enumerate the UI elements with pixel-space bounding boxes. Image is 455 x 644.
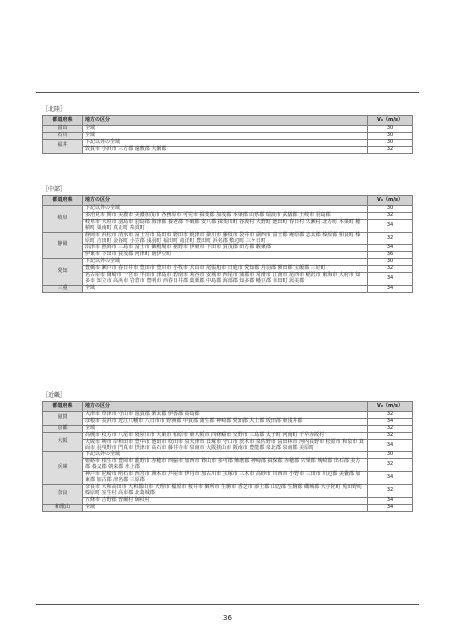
vo-cell: 32 xyxy=(368,484,413,497)
section-title-chubu: ［中部］ xyxy=(42,186,67,193)
table-row xyxy=(43,504,413,511)
area-cell: 全域 xyxy=(83,126,368,133)
section-title-kinki: ［近畿］ xyxy=(42,392,67,399)
table-chubu xyxy=(42,195,413,293)
table-row xyxy=(43,497,413,504)
table-row xyxy=(43,459,413,472)
vo-cell: 30 xyxy=(368,206,413,213)
top-rule xyxy=(36,92,419,93)
prefecture-cell: 滋賀 xyxy=(43,412,83,426)
vo-cell: 34 xyxy=(368,439,413,452)
vo-cell: 30 xyxy=(368,132,413,139)
area-cell: 多治見市 関市 美濃市 美濃加茂市 各務原市 可児市 揖斐郡 加茂郡 本巣郡 山県郡 瑞浪市 武儀郡 土岐市 羽島郡 xyxy=(83,212,368,219)
prefecture-cell: 京都 xyxy=(43,425,83,432)
table-row xyxy=(43,418,413,425)
area-cell: 豊橋市 瀬戸市 春日井市 豊田市 豊川市 小牧市 犬山市 尾張旭市 日進市 愛知郡 丹羽郡 額田郡 宝飯郡 三好町 xyxy=(83,266,368,273)
header-vo: V₀（m/s） xyxy=(368,116,413,126)
header-area: 地方の区分 xyxy=(83,196,368,206)
vo-cell: 34 xyxy=(368,418,413,425)
area-cell: 奈良市 大和高田市 大和郡山市 天理市 橿原市 桜井市 御所市 生駒市 香芝市 添上郡 山辺郡 生駒郡 磯城郡 大宇陀町 菟田野町 榛原町 室生村 高市郡 北葛城郡 xyxy=(83,484,368,497)
table-row xyxy=(43,126,413,133)
prefecture-cell: 兵庫 xyxy=(43,452,83,485)
vo-cell: 30 xyxy=(368,139,413,146)
vo-cell: 34 xyxy=(368,504,413,511)
area-cell: 五條市 吉野郡 曽爾村 御杖村 xyxy=(83,497,368,504)
area-cell: 全域 xyxy=(83,425,368,432)
prefecture-cell: 富山 xyxy=(43,126,83,133)
table-row xyxy=(43,472,413,485)
area-cell: 下記以外の全域 xyxy=(83,452,368,459)
area-cell: 全域 xyxy=(83,504,368,511)
vo-cell: 32 xyxy=(368,146,413,153)
vo-cell: 34 xyxy=(368,219,413,232)
area-cell: 大阪市 堺市 岸和田市 豊中市 池田市 吹田市 泉大津市 貝塚市 守口市 茨木市 泉佐野市 富田林市 河内長野市 松原市 和泉市 箕面市 羽曳野市 門真市 摂津市 高石市 藤井寺市 泉南市 大阪狭山市 阪南市 豊能郡 泉北郡 泉南郡 美原町 xyxy=(83,439,368,452)
prefecture-cell: 福井 xyxy=(43,139,83,153)
bottom-rule xyxy=(36,604,419,605)
area-cell: 敦賀市 小浜市 三方郡 遠敷郡 大飯郡 xyxy=(83,146,368,153)
area-cell: 姫路市 相生市 豊岡市 龍野市 赤穂市 西脇市 加西市 篠山市 多可郡 飾磨郡 神崎郡 揖保郡 赤穂郡 宍粟郡 城崎郡 出石郡 美方郡 養父郡 朝来郡 氷上郡 xyxy=(83,459,368,472)
prefecture-cell: 奈良 xyxy=(43,484,83,504)
vo-cell: 32 xyxy=(368,459,413,472)
area-cell: 全域 xyxy=(83,132,368,139)
vo-cell: 34 xyxy=(368,245,413,252)
section-title-hokuriku: ［北陸］ xyxy=(42,106,67,113)
area-cell: 伊東市 下田市 賀茂郡 河津町 南伊豆町 xyxy=(83,252,368,259)
area-cell: 高槻市 枚方市 八尾市 寝屋川市 大東市 柏原市 東大阪市 四條畷市 交野市 三島郡 太子町 河南町 千早赤阪村 xyxy=(83,432,368,439)
table-header-row xyxy=(43,402,413,412)
vo-cell: 34 xyxy=(368,285,413,292)
table-row xyxy=(43,219,413,232)
area-cell: 下記以外の全域 xyxy=(83,259,368,266)
prefecture-cell: 岐阜 xyxy=(43,206,83,233)
area-cell: 彦根市 長浜市 近江八幡市 八日市市 野洲郡 甲賀郡 蒲生郡 神崎郡 愛知郡 犬上郡 坂田郡 東浅井郡 xyxy=(83,418,368,425)
vo-cell: 30 xyxy=(368,452,413,459)
vo-cell: 34 xyxy=(368,472,413,485)
header-prefecture: 都道府県 xyxy=(43,116,83,126)
area-cell: 全域 xyxy=(83,285,368,292)
vo-cell: 34 xyxy=(368,497,413,504)
table-row xyxy=(43,484,413,497)
vo-cell: 32 xyxy=(368,432,413,439)
area-cell: 神戸市 尼崎市 明石市 西宮市 洲本市 芦屋市 伊丹市 加古川市 宝塚市 三木市 高砂市 川西市 小野市 三田市 川辺郡 美嚢郡 加東郡 加古郡 津名郡 三原郡 xyxy=(83,472,368,485)
table-header-row xyxy=(43,196,413,206)
header-area: 地方の区分 xyxy=(83,116,368,126)
area-cell: 名古屋市 岡崎市 一宮市 半田市 津島市 碧南市 刈谷市 安城市 西尾市 蒲郡市 常滑市 江南市 尾西市 稲沢市 東海市 大府市 知多市 知立市 高浜市 岩倉市 豊明市 西春日井郡 葉栗郡 中島郡 海部郡 知多郡 幡豆郡 幸田町 渥美郡 xyxy=(83,273,368,286)
table-row xyxy=(43,285,413,292)
prefecture-cell: 和歌山 xyxy=(43,504,83,511)
prefecture-cell: 静岡 xyxy=(43,232,83,259)
vo-cell: 30 xyxy=(368,126,413,133)
page-number: 36 xyxy=(223,614,232,622)
table-header-row xyxy=(43,116,413,126)
area-cell: 静岡市 浜松市 清水市 富士宮市 島田市 磐田市 焼津市 掛川市 藤枝市 袋井市 湖西市 富士郡 庵原郡 志太郡 榛原郡 相良町 榛原町 吉田町 金谷町 小笠郡 浅羽町 福田町 竜洋町 豊田町 浜名郡 敷辺町 三ケ日町 xyxy=(83,232,368,245)
vo-cell: 32 xyxy=(368,232,413,245)
header-vo: V₀（m/s） xyxy=(368,196,413,206)
table-row xyxy=(43,273,413,286)
table-kinki xyxy=(42,401,413,512)
vo-cell: 34 xyxy=(368,273,413,286)
header-prefecture: 都道府県 xyxy=(43,196,83,206)
area-cell: 岐阜市 大垣市 羽島市 羽島郡 海津郡 養老郡 不破郡 安八郡 揖斐川町 谷汲村 大野町 池田町 春日村 久瀬村 北方町 本巣町 穂積町 巣南町 真正町 糸貫町 xyxy=(83,219,368,232)
header-area: 地方の区分 xyxy=(83,402,368,412)
prefecture-cell: 石川 xyxy=(43,132,83,139)
vo-cell: 32 xyxy=(368,212,413,219)
vo-cell: 32 xyxy=(368,266,413,273)
vo-cell: 32 xyxy=(368,412,413,419)
prefecture-cell: 愛知 xyxy=(43,259,83,286)
vo-cell: 36 xyxy=(368,252,413,259)
vo-cell: 30 xyxy=(368,259,413,266)
header-vo: V₀（m/s） xyxy=(368,402,413,412)
prefecture-cell: 大阪 xyxy=(43,432,83,452)
area-cell: 下記以外の全域 xyxy=(83,139,368,146)
header-prefecture: 都道府県 xyxy=(43,402,83,412)
table-row xyxy=(43,146,413,153)
area-cell: 大津市 草津市 守山市 滋賀郡 栗太郡 伊香郡 高島郡 xyxy=(83,412,368,419)
area-cell: 下記以外の全域 xyxy=(83,206,368,213)
table-hokuriku xyxy=(42,115,413,154)
area-cell: 沼津市 熱海市 三島市 富士市 御殿場市 裾野市 伊東市 下田市 賀茂郡 田方郡 駿東郡 xyxy=(83,245,368,252)
prefecture-cell: 三重 xyxy=(43,285,83,292)
vo-cell: 32 xyxy=(368,425,413,432)
